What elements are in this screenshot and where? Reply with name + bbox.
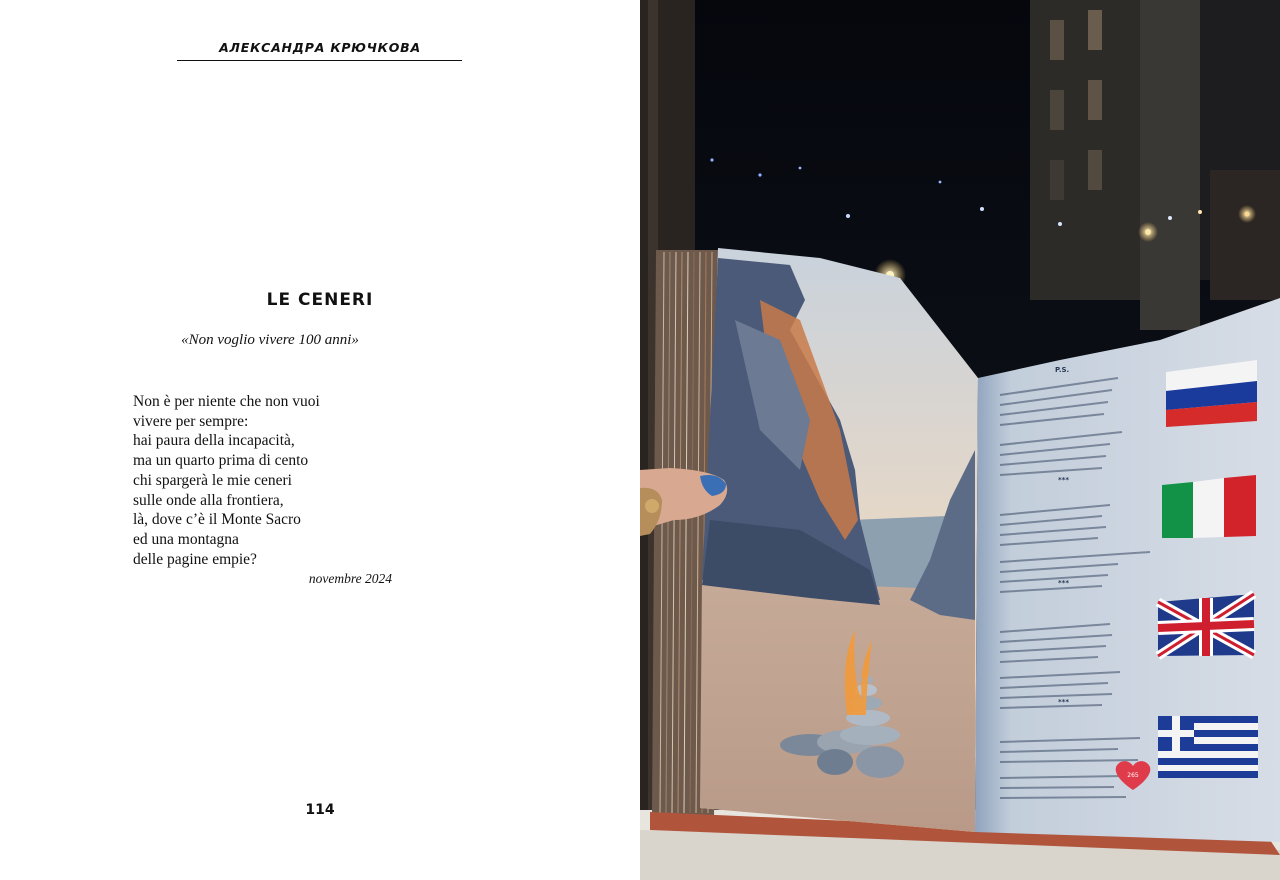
greece-flag bbox=[1158, 716, 1258, 778]
header-rule bbox=[177, 60, 462, 61]
poem-epigraph: «Non voglio vivere 100 anni» bbox=[181, 332, 359, 348]
poem-date: novembre 2024 bbox=[308, 571, 392, 586]
separator-3: *** bbox=[1058, 698, 1069, 706]
uk-flag bbox=[1158, 594, 1254, 656]
poem-line: ma un quarto prima di cento bbox=[133, 452, 309, 470]
book-ps-label: P.S. bbox=[1055, 366, 1070, 374]
poem-line: hai paura della incapacità, bbox=[133, 432, 295, 450]
separator-1: *** bbox=[1058, 476, 1069, 484]
poem-line: ed una montagna bbox=[133, 530, 239, 548]
book-page-right bbox=[975, 298, 1280, 842]
poem-line: chi spargerà le mie ceneri bbox=[133, 471, 292, 489]
poem-body bbox=[133, 392, 453, 569]
italy-flag bbox=[1162, 475, 1256, 538]
book-photo bbox=[640, 0, 1280, 880]
poem-line: delle pagine empie? bbox=[133, 550, 257, 568]
poem-line: là, dove c’è il Monte Sacro bbox=[133, 511, 301, 529]
poem-line: Non è per niente che non vuoi bbox=[133, 393, 320, 410]
separator-2: *** bbox=[1058, 579, 1069, 587]
running-head: АЛЕКСАНДРА КРЮЧКОВА bbox=[219, 40, 421, 55]
poem-title: LE CENERI bbox=[266, 290, 374, 310]
poem-line: vivere per sempre: bbox=[133, 412, 249, 430]
book-page-number: 265 bbox=[1127, 772, 1139, 779]
page-number: 114 bbox=[305, 802, 335, 818]
beach-photo-page bbox=[700, 248, 978, 832]
poem-line: sulle onde alla frontiera, bbox=[133, 491, 284, 509]
